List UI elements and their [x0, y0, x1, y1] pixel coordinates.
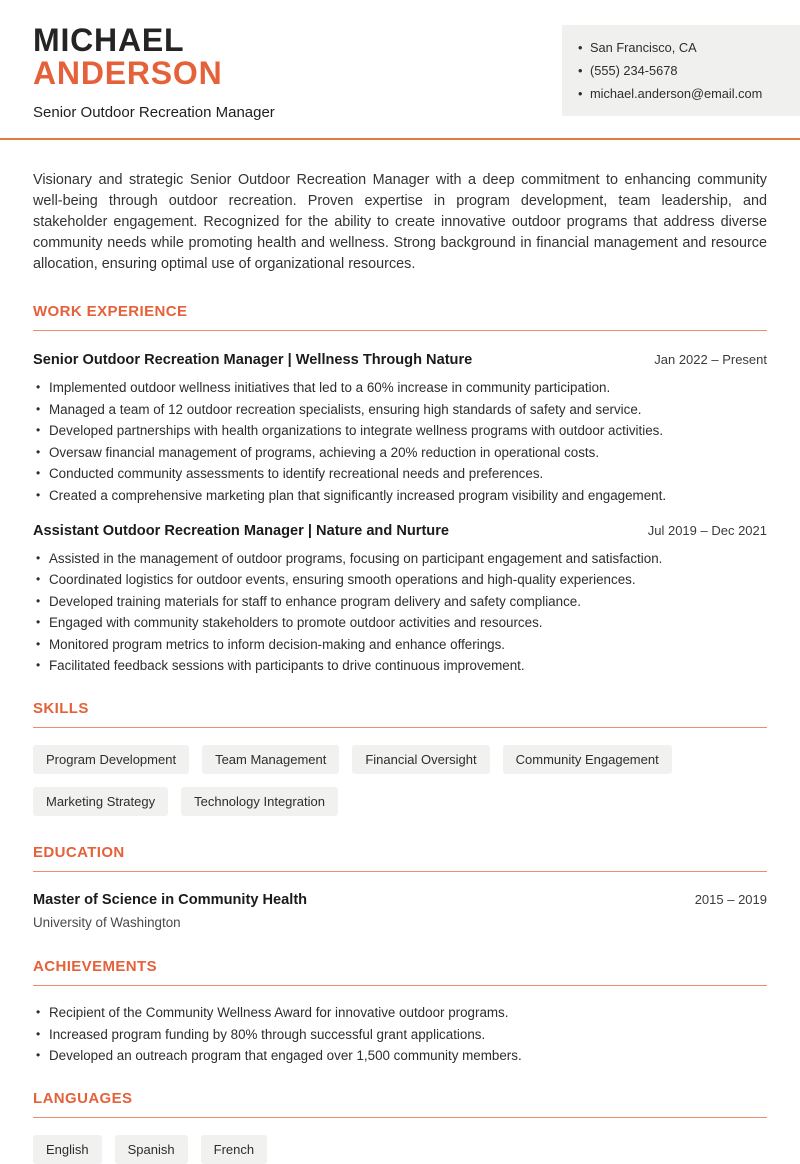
header-divider	[0, 138, 800, 140]
job-bullet: • Coordinated logistics for outdoor events, ensuring smooth operations and high-quality experiences.	[33, 573, 767, 586]
job-bullet-list	[33, 381, 767, 502]
skill-tag: Marketing Strategy	[33, 787, 168, 816]
language-tag: French	[201, 1135, 267, 1164]
section-skills	[33, 700, 767, 816]
job-bullet-list	[33, 552, 767, 673]
job-entry	[33, 352, 767, 502]
job-bullet: • Created a comprehensive marketing plan that significantly increased program visibility and engagement.	[33, 489, 767, 502]
language-tag: English	[33, 1135, 102, 1164]
job-bullet: • Engaged with community stakeholders to promote outdoor activities and resources.	[33, 616, 767, 629]
achievements-heading: ACHIEVEMENTS	[33, 958, 157, 975]
skill-tag: Team Management	[202, 745, 339, 774]
job-bullet: • Monitored program metrics to inform decision-making and enhance offerings.	[33, 638, 767, 651]
education-entry	[33, 892, 767, 908]
education-dates: 2015 – 2019	[694, 892, 767, 907]
job-bullet: • Oversaw financial management of programs, achieving a 20% reduction in operational costs.	[33, 446, 767, 459]
section-education	[33, 844, 767, 930]
section-rule	[33, 330, 767, 331]
section-rule	[33, 727, 767, 728]
section-work-experience	[33, 303, 767, 672]
achievement-bullet: • Increased program funding by 80% through successful grant applications.	[33, 1028, 767, 1041]
job-bullet: • Implemented outdoor wellness initiatives that led to a 60% increase in community participation.	[33, 381, 767, 394]
job-title: Senior Outdoor Recreation Manager | Wellness Through Nature	[33, 352, 473, 368]
contact-card	[562, 25, 800, 116]
section-rule	[33, 871, 767, 872]
language-tag: Spanish	[115, 1135, 188, 1164]
job-bullet: • Developed training materials for staff to enhance program delivery and safety compliance.	[33, 595, 767, 608]
languages-heading: LANGUAGES	[33, 1090, 133, 1107]
job-header	[33, 523, 767, 539]
skill-tag: Financial Oversight	[352, 745, 489, 774]
skills-heading: SKILLS	[33, 700, 89, 717]
job-title: Assistant Outdoor Recreation Manager | Nature and Nurture	[33, 522, 450, 539]
contact-item: • (555) 234-5678	[578, 59, 782, 82]
achievement-bullet: • Recipient of the Community Wellness Award for innovative outdoor programs.	[33, 1006, 767, 1019]
job-bullet: • Facilitated feedback sessions with participants to drive continuous improvement.	[33, 659, 767, 672]
achievement-bullet: • Developed an outreach program that engaged over 1,500 community members.	[33, 1049, 767, 1062]
degree-title: Master of Science in Community Health	[33, 892, 308, 908]
job-bullet: • Developed partnerships with health organizations to integrate wellness programs with outdoor activities.	[33, 424, 767, 437]
job-entry	[33, 523, 767, 673]
languages-tag-list	[33, 1135, 767, 1164]
education-heading: EDUCATION	[33, 844, 125, 861]
contact-item: • michael.anderson@email.com	[578, 82, 782, 105]
work-experience-heading: WORK EXPERIENCE	[33, 303, 188, 320]
candidate-headline: Senior Outdoor Recreation Manager	[33, 104, 275, 121]
skill-tag: Technology Integration	[181, 787, 338, 816]
last-name: ANDERSON	[33, 55, 223, 91]
skill-tag: Program Development	[33, 745, 189, 774]
job-dates: Jan 2022 – Present	[654, 352, 767, 367]
job-bullet: • Conducted community assessments to identify recreational needs and preferences.	[33, 467, 767, 480]
skill-tag: Community Engagement	[503, 745, 672, 774]
summary-paragraph: Visionary and strategic Senior Outdoor Recreation Manager with a deep commitment to enhancing community well-being through outdoor recreation. Proven expertise in program development, team leadership, and stakeholder engagement. Recognized for the ability to create innovative outdoor programs that address diverse community needs while promoting health and wellness. Strong background in financial management and resource allocation, ensuring optimal use of organizational resources.	[33, 172, 767, 272]
header	[33, 0, 767, 121]
first-name: MICHAEL	[33, 22, 185, 58]
contact-item: • San Francisco, CA	[578, 36, 782, 59]
job-bullet: • Assisted in the management of outdoor programs, focusing on participant engagement and satisfaction.	[33, 552, 767, 565]
job-dates: Jul 2019 – Dec 2021	[647, 522, 767, 538]
school-name: University of Washington	[33, 915, 181, 930]
job-header	[33, 352, 767, 368]
section-rule	[33, 1117, 767, 1118]
section-rule	[33, 985, 767, 986]
section-languages	[33, 1090, 767, 1164]
section-achievements	[33, 958, 767, 1062]
skills-tag-list	[33, 745, 767, 816]
achievements-list	[33, 1006, 767, 1062]
job-bullet: • Managed a team of 12 outdoor recreation specialists, ensuring high standards of safety and service.	[33, 403, 767, 416]
